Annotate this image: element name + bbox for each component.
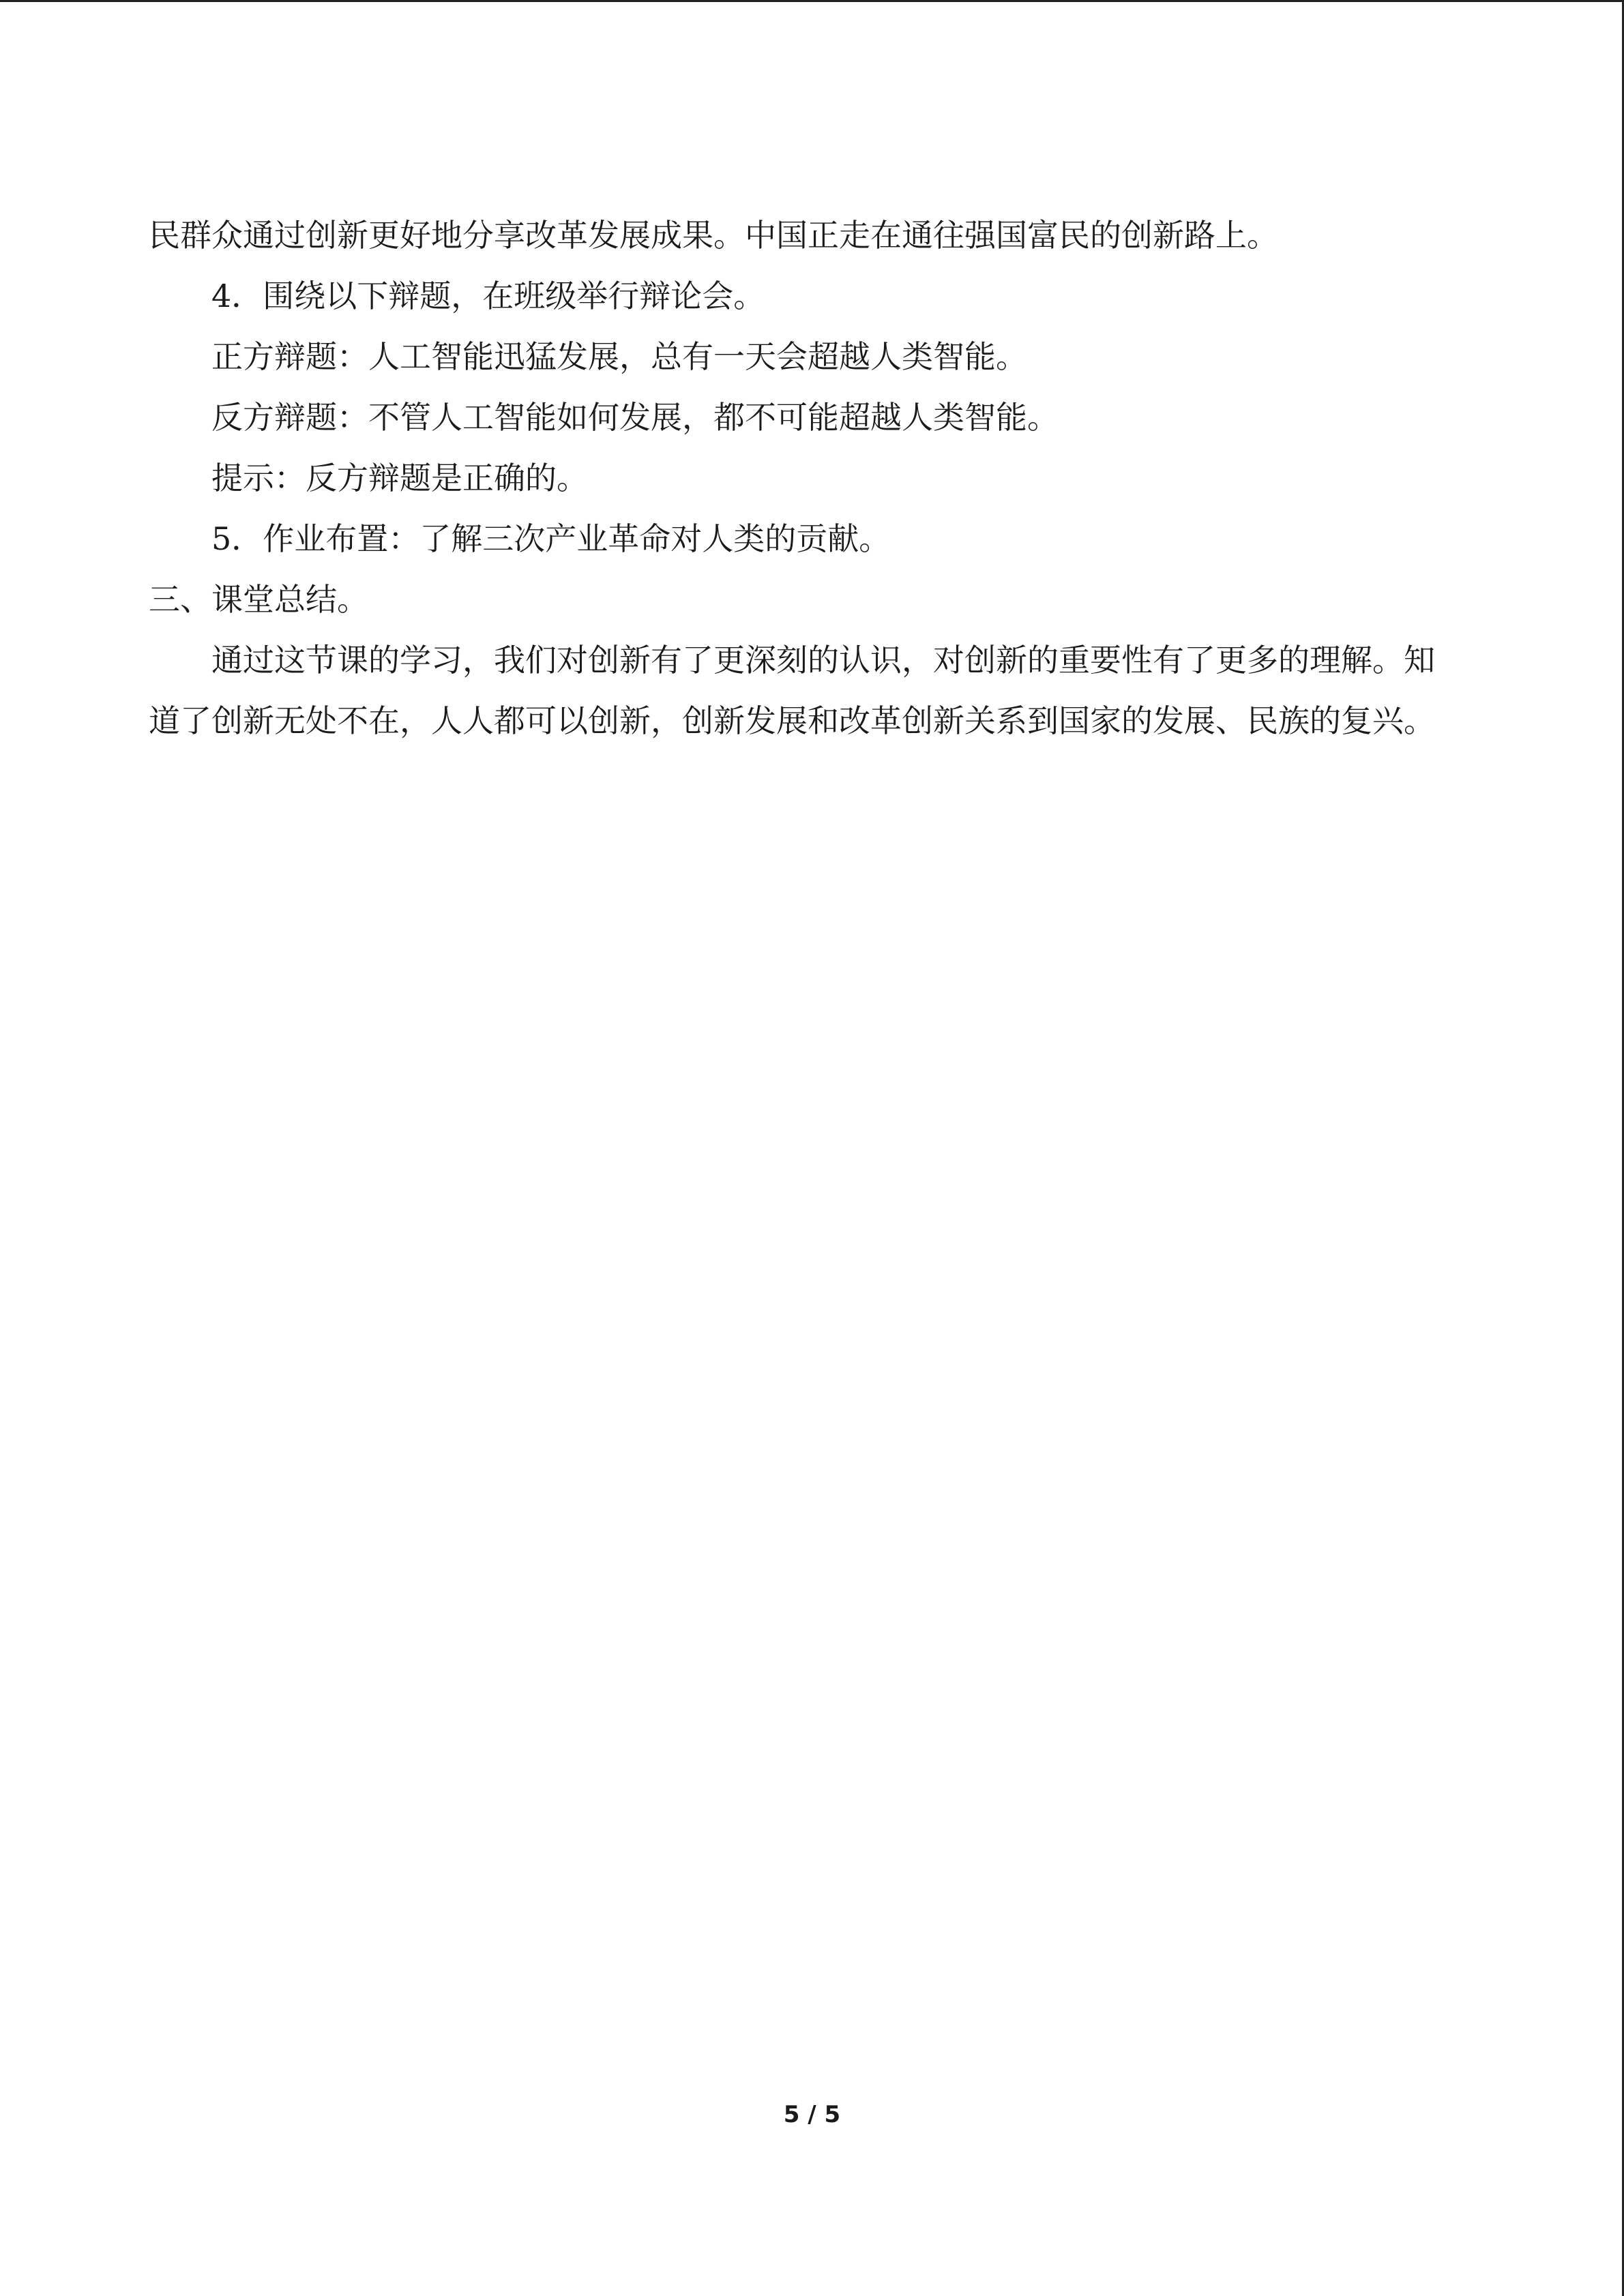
paragraph-continuation: 民群众通过创新更好地分享改革发展成果。中国正走在通往强国富民的创新路上。 xyxy=(149,217,1278,254)
paragraph-item-4: 4．围绕以下辩题，在班级举行辩论会。 xyxy=(211,278,765,314)
paragraph-summary: 通过这节课的学习，我们对创新有了更深刻的认识，对创新的重要性有了更多的理解。知道了创新无处不在，人人都可以创新，创新发展和改革创新关系到国家的发展、民族的复兴。 xyxy=(149,642,1435,739)
paragraph-affirmative-topic: 正方辩题：人工智能迅猛发展，总有一天会超越人类智能。 xyxy=(211,338,1027,375)
paragraph-negative-topic: 反方辩题：不管人工智能如何发展，都不可能超越人类智能。 xyxy=(211,399,1059,436)
document-body xyxy=(149,205,1465,751)
paragraph-item-5: 5．作业布置：了解三次产业革命对人类的贡献。 xyxy=(211,520,891,557)
paragraph-hint: 提示：反方辩题是正确的。 xyxy=(211,460,588,496)
page-number: 5 / 5 xyxy=(783,2101,841,2128)
section-heading-summary: 三、课堂总结。 xyxy=(149,581,368,618)
